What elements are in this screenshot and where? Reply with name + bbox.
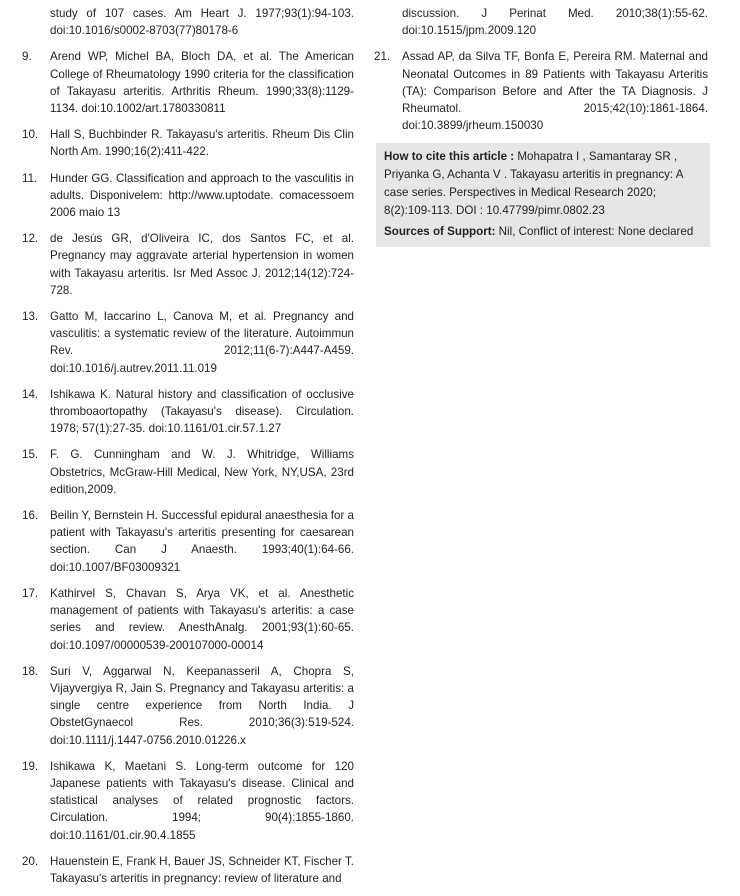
reference-number: 9. (22, 50, 32, 64)
reference-text: F. G. Cunningham and W. J. Whitridge, Williams Obstetrics, McGraw-Hill Medical, New York, NY,USA, 23rd edition,2009. (50, 448, 354, 496)
reference-number: 10. (22, 128, 39, 142)
reference-item (22, 170, 354, 222)
reference-number: 13. (22, 310, 39, 324)
reference-number: 21. (374, 50, 391, 64)
reference-text: Ishikawa K, Maetani S. Long-term outcome for 120 Japanese patients with Takayasu's disease. Clinical and statistical analyses of related prognostic factors. Circulation. 1994; 90(4):1855-1860. doi:10.1161/01.cir.90.4.1855 (50, 759, 354, 842)
reference-item (22, 126, 354, 160)
reference-number: 20. (22, 854, 39, 868)
reference-number-blank (374, 5, 402, 39)
reference-text: study of 107 cases. Am Heart J. 1977;93(1):94-103. doi:10.1016/s0002-8703(77)80178-6 (50, 7, 354, 38)
left-column (22, 0, 354, 896)
reference-number: 19. (22, 759, 39, 773)
reference-text: Hunder GG. Classification and approach to the vasculitis in adults. Disponivelem: http://www.uptodate. comacessoem 2006 maio 13 (50, 171, 354, 220)
reference-text: de Jesús GR, d'Oliveira IC, dos Santos FC, et al. Pregnancy may aggravate arterial hypertension in women with Takayasu arteritis. Isr Med Assoc J. 2012;14(12):724-728. (50, 232, 354, 297)
reference-text: Suri V, Aggarwal N, Keepanasseril A, Chopra S, Vijayvergiya R, Jain S. Pregnancy and Takayasu arteritis: a single centre experience from North India. J ObstetGynaecol Res. 2010;36(3):519-524. doi:10.1111/j.1447-0756.2010.01226.x (50, 664, 354, 747)
reference-item (374, 48, 708, 134)
reference-number: 16. (22, 509, 39, 523)
reference-number: 12. (22, 232, 39, 246)
reference-text: Hauenstein E, Frank H, Bauer JS, Schneider KT, Fischer T. Takayasu's arteritis in pregnancy: review of literature and (50, 854, 354, 885)
reference-item (22, 853, 354, 887)
cite-text: Mohapatra I , Samantaray SR , Priyanka G, Achanta V . Takayasu arteritis in pregnancy: A case series. Perspectives in Medical Research 2020; 8(2):109-113. DOI : 10.47799/pimr.0802.23 (384, 150, 683, 218)
reference-item (22, 446, 354, 498)
reference-number: 11. (22, 171, 38, 185)
reference-item (22, 230, 354, 299)
reference-item (22, 585, 354, 654)
reference-text: Arend WP, Michel BA, Bloch DA, et al. The American College of Rheumatology 1990 criteria for the classification of Takayasu arteritis. Arthritis Rheum. 1990;33(8):1129-1134. doi:10.1002/art.1780330811 (50, 50, 354, 116)
reference-list-right (374, 48, 708, 134)
reference-item (22, 758, 354, 844)
reference-text: Gatto M, Iaccarino L, Canova M, et al. Pregnancy and vasculitis: a systematic review of the literature. Autoimmun Rev. 2012;11(6-7):A447-A459. doi:10.1016/j.autrev.2011.11.019 (50, 310, 354, 375)
reference-continuation (22, 5, 354, 39)
reference-list-left (22, 48, 354, 887)
sources-of-support (384, 223, 704, 241)
citation-box (376, 143, 710, 247)
cite-label: How to cite this article : (384, 150, 515, 164)
reference-number: 14. (22, 387, 39, 401)
reference-text: Ishikawa K. Natural history and classification of occlusive thromboaortopathy (Takayasu's disease). Circulation. 1978; 57(1):27-35. doi:10.1161/01.cir.57.1.27 (50, 387, 354, 436)
reference-text: discussion. J Perinat Med. 2010;38(1):55-62. doi:10.1515/jpm.2009.120 (402, 7, 708, 38)
right-column (374, 0, 708, 247)
reference-item (22, 663, 354, 749)
reference-text: Hall S, Buchbinder R. Takayasu's arteritis. Rheum Dis Clin North Am. 1990;16(2):411-422. (50, 128, 354, 159)
reference-item (22, 308, 354, 377)
how-to-cite (384, 148, 704, 220)
reference-text: Beilin Y, Bernstein H. Successful epidural anaesthesia for a patient with Takayasu's arteritis presenting for caesarean section. Can J Anaesth. 1993;40(1):64-66. doi:10.1007/BF03009321 (50, 509, 354, 574)
reference-number: 17. (22, 586, 39, 600)
reference-continuation (374, 5, 708, 39)
reference-text: Assad AP, da Silva TF, Bonfa E, Pereira RM. Maternal and Neonatal Outcomes in 89 Patients with Takayasu Arteritis (TA): Comparison Before and After the TA Diagnosis. J Rheumatol. 2015;42(10):1861-1864. doi:10.3899/jrheum.150030 (402, 50, 708, 133)
support-label: Sources of Support: (384, 225, 496, 239)
support-text: Nil, Conflict of interest: None declared (498, 225, 694, 239)
reference-number: 18. (22, 664, 39, 678)
reference-number: 15. (22, 448, 39, 462)
reference-text: Kathirvel S, Chavan S, Arya VK, et al. Anesthetic management of patients with Takayasu's arteritis: a case series and review. AnesthAnalg. 2001;93(1):60-65. doi:10.1097/00000539-200107000-00014 (50, 586, 354, 652)
reference-number-blank (22, 5, 50, 39)
reference-item (22, 48, 354, 117)
reference-item (22, 386, 354, 438)
reference-item (22, 507, 354, 576)
